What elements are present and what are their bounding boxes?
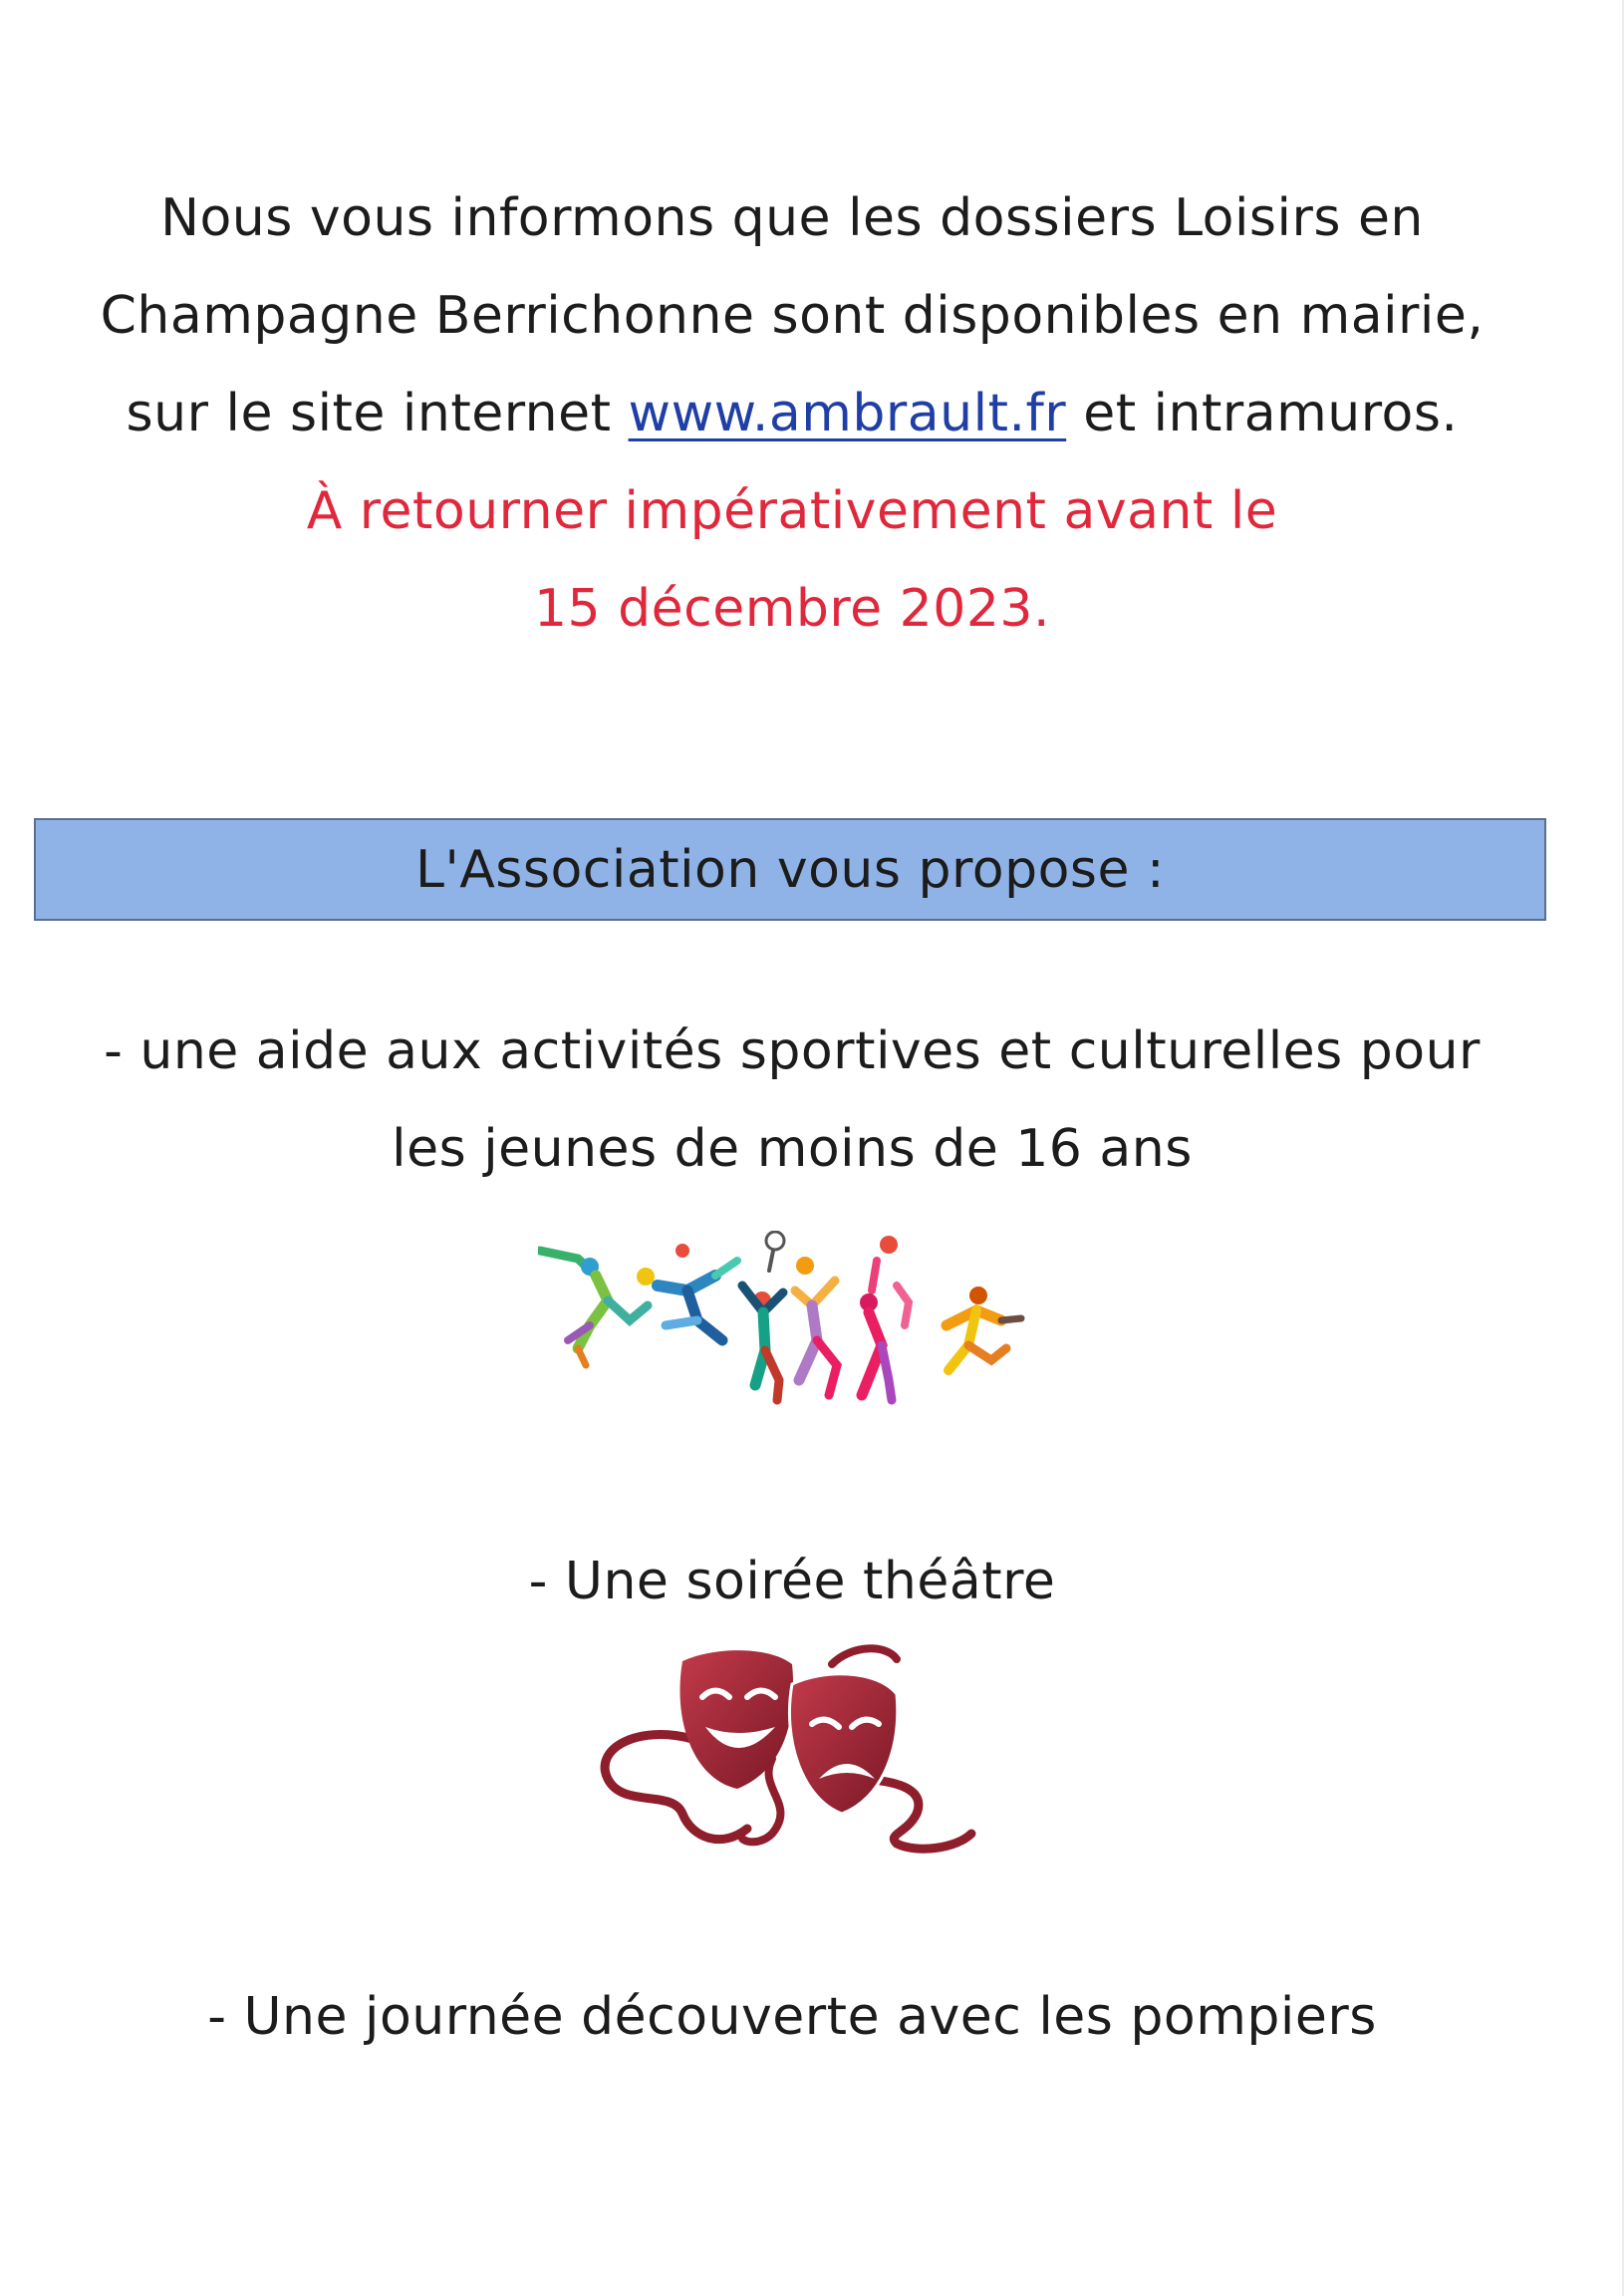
intro-line-3-end: et intramuros. xyxy=(1083,384,1459,443)
offer-sports-line-1: - une aide aux activités sportives et culturelles pour xyxy=(104,1021,1481,1081)
sports-figure-kicker xyxy=(637,1244,737,1340)
offer-sports xyxy=(0,1003,1584,1198)
intro-line-3-start: sur le site internet xyxy=(126,384,612,443)
intro-line-2: Champagne Berrichonne sont disponibles en mairie, xyxy=(100,286,1485,346)
sports-figure-jumper xyxy=(540,1251,648,1365)
theatre-masks-icon xyxy=(598,1639,976,1854)
sports-figure-volleyball xyxy=(860,1236,909,1400)
offer-theatre: - Une soirée théâtre xyxy=(528,1552,1056,1611)
sports-figure-tennis xyxy=(742,1232,784,1400)
deadline-date: 15 décembre 2023. xyxy=(533,579,1051,639)
intro-line-3 xyxy=(0,365,1584,462)
sports-figure-runner xyxy=(795,1257,837,1395)
intro-line-1: Nous vous informons que les dossiers Loisirs en xyxy=(160,188,1424,248)
offer-firefighters: - Une journée découverte avec les pompiers xyxy=(207,1987,1377,2047)
website-link[interactable]: www.ambrault.fr xyxy=(628,384,1067,443)
association-banner: L'Association vous propose : xyxy=(34,818,1546,921)
deadline-line-1: À retourner impérativement avant le xyxy=(306,481,1278,541)
sports-figure-sprinter xyxy=(947,1287,1021,1370)
intro-paragraph xyxy=(0,169,1584,658)
offer-sports-line-2: les jeunes de moins de 16 ans xyxy=(392,1119,1193,1179)
sports-figures-icon xyxy=(538,1231,1026,1420)
